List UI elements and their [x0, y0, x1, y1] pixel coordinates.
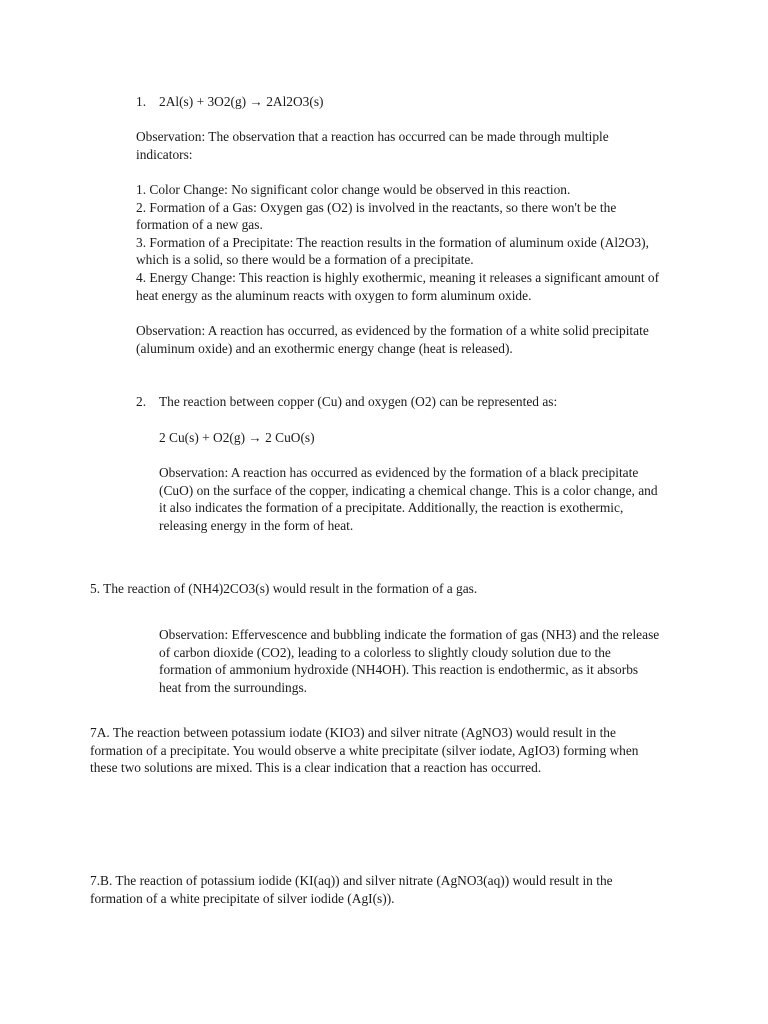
item-1-indicators: [136, 181, 659, 304]
paragraph-line: 3. Formation of a Precipitate: The reaction results in the formation of aluminum oxide (Al2O3),: [136, 234, 649, 250]
item-1-intro: [136, 128, 609, 163]
paragraph-line: Observation: The observation that a reaction has occurred can be made through multiple: [136, 129, 609, 144]
item-1-number: 1.: [136, 94, 147, 109]
item-5-observation: [159, 626, 659, 696]
paragraph-line: Observation: Effervescence and bubbling indicate the formation of gas (NH3) and the release: [159, 627, 660, 642]
paragraph-line: (CuO) on the surface of the copper, indicating a chemical change. This is a color change, and: [159, 482, 658, 498]
item-7a-paragraph: [90, 724, 639, 777]
paragraph-line: indicators:: [136, 146, 193, 162]
item-1-equation-text: 2Al(s) + 3O2(g) → 2Al2O3(s): [159, 94, 324, 109]
item-2-heading: [136, 393, 557, 411]
paragraph-line: formation of a precipitate. You would observe a white precipitate (silver iodate, AgIO3) forming when: [90, 742, 639, 758]
paragraph-line: formation of a new gas.: [136, 217, 263, 233]
paragraph-line: (aluminum oxide) and an exothermic energy change (heat is released).: [136, 340, 513, 356]
equation-text: 2 Cu(s) + O2(g) → 2 CuO(s): [159, 430, 315, 445]
paragraph-line: it also indicates the formation of a precipitate. Additionally, the reaction is exothermic,: [159, 500, 624, 516]
paragraph-line: of carbon dioxide (CO2), leading to a colorless to slightly cloudy solution due to the: [159, 644, 611, 660]
paragraph-line: 2. Formation of a Gas: Oxygen gas (O2) is involved in the reactants, so there won't be the: [136, 199, 617, 215]
paragraph-line: releasing energy in the form of heat.: [159, 517, 354, 533]
item-2-equation: [159, 429, 315, 447]
paragraph-line: 1. Color Change: No significant color change would be observed in this reaction.: [136, 182, 571, 197]
item-1-conclusion: [136, 322, 649, 357]
item-7b-paragraph: [90, 872, 613, 907]
paragraph-line: formation of ammonium hydroxide (NH4OH). This reaction is endothermic, as it absorbs: [159, 662, 639, 678]
paragraph-line: heat energy as the aluminum reacts with oxygen to form aluminum oxide.: [136, 287, 532, 303]
paragraph-line: heat from the surroundings.: [159, 679, 308, 695]
paragraph-line: 4. Energy Change: This reaction is highly exothermic, meaning it releases a significant amount of: [136, 269, 660, 285]
paragraph-line: which is a solid, so there would be a formation of a precipitate.: [136, 252, 474, 268]
paragraph-line: these two solutions are mixed. This is a clear indication that a reaction has occurred.: [90, 760, 542, 776]
paragraph-line: formation of a white precipitate of silver iodide (AgI(s)).: [90, 890, 395, 906]
item-2-number: 2.: [136, 394, 147, 409]
paragraph-line: 7.B. The reaction of potassium iodide (KI(aq)) and silver nitrate (AgNO3(aq)) would result in the: [90, 873, 613, 888]
paragraph-line: 7A. The reaction between potassium iodate (KIO3) and silver nitrate (AgNO3) would result in the: [90, 725, 616, 740]
item-2-observation: [159, 464, 658, 534]
item-2-intro-text: The reaction between copper (Cu) and oxygen (O2) can be represented as:: [159, 394, 558, 409]
paragraph-line: Observation: A reaction has occurred, as evidenced by the formation of a white solid precipitate: [136, 323, 649, 338]
paragraph-line: Observation: A reaction has occurred as evidenced by the formation of a black precipitate: [159, 465, 639, 480]
item-5-heading: [90, 580, 477, 598]
heading-text: 5. The reaction of (NH4)2CO3(s) would result in the formation of a gas.: [90, 581, 478, 596]
item-1-equation: [136, 93, 324, 111]
